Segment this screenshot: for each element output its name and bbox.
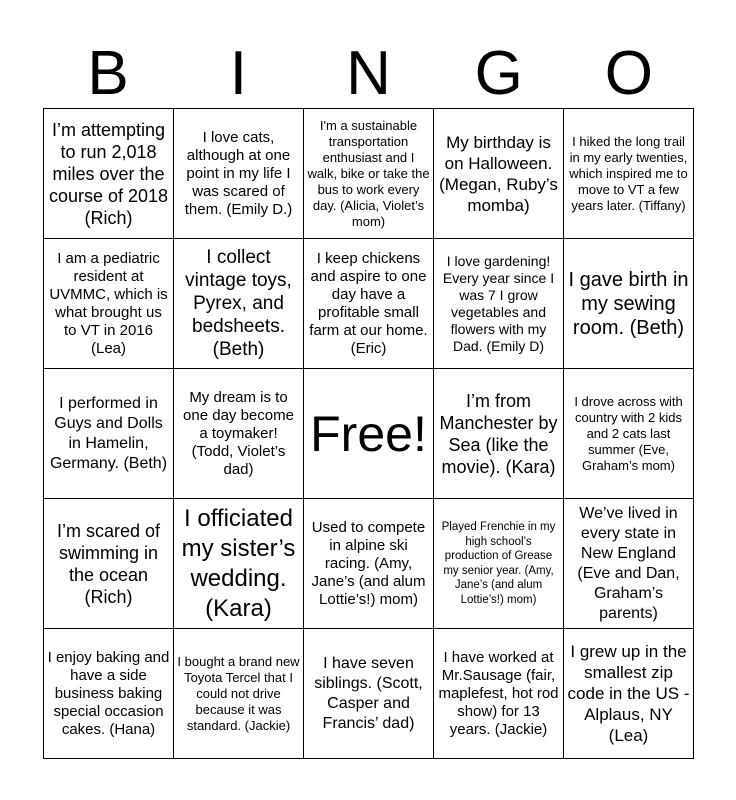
bingo-cell[interactable]: I'm a sustainable transportation enthusiast and I walk, bike or take the bus to work every day. (Alicia, Violet’s mom) bbox=[304, 109, 434, 239]
bingo-cell[interactable]: I gave birth in my sewing room. (Beth) bbox=[564, 239, 694, 369]
bingo-cell[interactable]: I have worked at Mr.Sausage (fair, maplefest, hot rod show) for 13 years. (Jackie) bbox=[434, 629, 564, 759]
bingo-cell[interactable]: My birthday is on Halloween. (Megan, Ruby’s momba) bbox=[434, 109, 564, 239]
bingo-cell[interactable]: I officiated my sister’s wedding. (Kara) bbox=[174, 499, 304, 629]
header-letter-n: N bbox=[346, 39, 391, 108]
bingo-cell[interactable]: I love cats, although at one point in my life I was scared of them. (Emily D.) bbox=[174, 109, 304, 239]
bingo-cell[interactable]: Played Frenchie in my high school’s production of Grease my senior year. (Amy, Jane’s (and alum Lottie’s!) mom) bbox=[434, 499, 564, 629]
bingo-cell[interactable]: Used to compete in alpine ski racing. (Amy, Jane’s (and alum Lottie’s!) mom) bbox=[304, 499, 434, 629]
bingo-cell[interactable]: I keep chickens and aspire to one day have a profitable small farm at our home. (Eric) bbox=[304, 239, 434, 369]
bingo-cell[interactable]: My dream is to one day become a toymaker! (Todd, Violet’s dad) bbox=[174, 369, 304, 499]
header-letter-g: G bbox=[474, 39, 523, 108]
header-letter-o: O bbox=[604, 39, 654, 108]
bingo-cell[interactable]: I collect vintage toys, Pyrex, and bedsheets. (Beth) bbox=[174, 239, 304, 369]
bingo-cell[interactable]: I’m from Manchester by Sea (like the movie). (Kara) bbox=[434, 369, 564, 499]
bingo-header bbox=[43, 38, 694, 108]
bingo-grid bbox=[43, 108, 694, 759]
bingo-cell[interactable]: I drove across with country with 2 kids and 2 cats last summer (Eve, Graham’s mom) bbox=[564, 369, 694, 499]
bingo-cell[interactable]: I enjoy baking and have a side business baking special occasion cakes. (Hana) bbox=[44, 629, 174, 759]
bingo-cell[interactable]: I’m scared of swimming in the ocean (Rich) bbox=[44, 499, 174, 629]
bingo-cell[interactable]: I performed in Guys and Dolls in Hamelin, Germany. (Beth) bbox=[44, 369, 174, 499]
free-space[interactable]: Free! bbox=[304, 369, 434, 499]
bingo-cell[interactable]: I bought a brand new Toyota Tercel that I could not drive because it was standard. (Jackie) bbox=[174, 629, 304, 759]
header-letter-i: I bbox=[229, 39, 247, 108]
bingo-cell[interactable]: I hiked the long trail in my early twenties, which inspired me to move to VT a few years later. (Tiffany) bbox=[564, 109, 694, 239]
bingo-cell[interactable]: I’m attempting to run 2,018 miles over the course of 2018 (Rich) bbox=[44, 109, 174, 239]
bingo-cell[interactable]: I love gardening! Every year since I was 7 I grow vegetables and flowers with my Dad. (Emily D) bbox=[434, 239, 564, 369]
bingo-cell[interactable]: I am a pediatric resident at UVMMC, which is what brought us to VT in 2016 (Lea) bbox=[44, 239, 174, 369]
header-letter-b: B bbox=[87, 39, 129, 108]
bingo-cell[interactable]: We’ve lived in every state in New England (Eve and Dan, Graham’s parents) bbox=[564, 499, 694, 629]
bingo-cell[interactable]: I grew up in the smallest zip code in the US - Alplaus, NY (Lea) bbox=[564, 629, 694, 759]
bingo-cell[interactable]: I have seven siblings. (Scott, Casper and Francis’ dad) bbox=[304, 629, 434, 759]
